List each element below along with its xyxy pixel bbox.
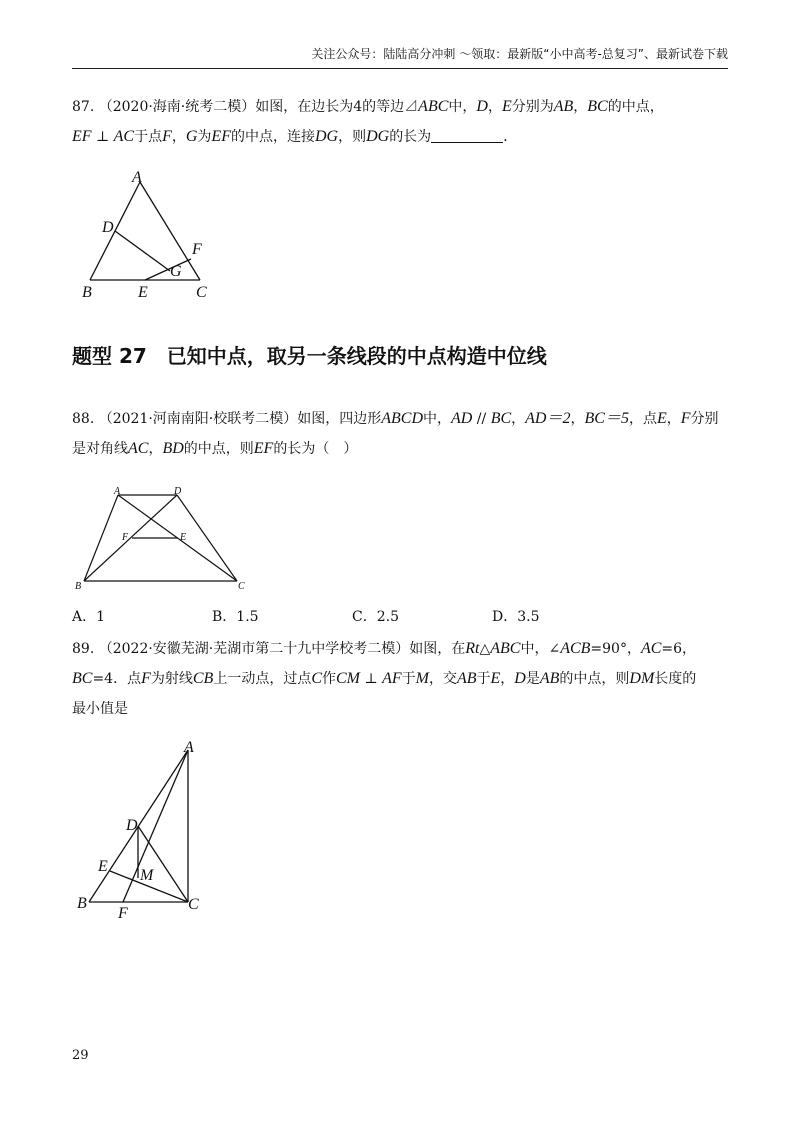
q88-label-e: E	[180, 532, 187, 543]
q89-label-b: B	[77, 895, 87, 912]
page-number: 29	[72, 1048, 89, 1063]
q88-figure	[72, 483, 252, 593]
q88-label-a: A	[114, 486, 121, 497]
q87-label-f: F	[192, 241, 202, 258]
q87-label-b: B	[82, 284, 92, 301]
q87-segment-ef	[145, 259, 191, 280]
q89-label-a: A	[184, 739, 194, 756]
question-88	[72, 404, 732, 464]
q88-line-2: 是对角线AC，BD的中点，则EF的长为（ ）	[72, 440, 358, 457]
q88-label-f: F	[122, 532, 129, 543]
header-text: 关注公众号：陆陆高分冲刺 ～领取：最新版“小中高考-总复习”、最新试卷下载	[311, 47, 728, 61]
q87-line-1: 87. （2020·海南·统考二模）如图，在边长为4的等边⊿ABC中，D，E分别为AB，BC的中点，	[72, 98, 664, 115]
q88-label-d: D	[174, 486, 182, 497]
q89-figure	[72, 738, 222, 923]
question-87	[72, 92, 732, 152]
q88-side-ab	[84, 495, 118, 581]
q88-options	[72, 606, 672, 626]
q87-figure	[74, 170, 224, 305]
q87-label-c: C	[196, 284, 207, 301]
q89-label-d: D	[126, 817, 138, 834]
option-a[interactable]: A．1	[72, 609, 106, 625]
q89-label-m: M	[140, 867, 154, 884]
q87-label-d: D	[102, 219, 114, 236]
q89-segment-dc	[138, 826, 188, 902]
q89-line-2: BC=4．点F为射线CB上一动点，过点C作CM ⊥ AF于M，交AB于E，D是AB的中点，则DM长度的	[72, 670, 697, 687]
option-c[interactable]: C．2.5	[352, 609, 399, 625]
q87-segment-dg	[115, 231, 170, 271]
q89-line-1: 89. （2022·安徽芜湖·芜湖市第二十九中学校考二模）如图，在Rt△ABC中，∠ACB=90°，AC=6，	[72, 640, 697, 657]
option-d[interactable]: D．3.5	[492, 609, 540, 625]
question-89	[72, 634, 732, 724]
q89-label-e: E	[98, 858, 108, 875]
section-title: 题型 27 已知中点，取另一条线段的中点构造中位线	[72, 344, 547, 368]
q88-label-b: B	[75, 581, 82, 592]
answer-blank[interactable]	[431, 128, 503, 143]
q87-label-e: E	[138, 284, 148, 301]
option-b[interactable]: B．1.5	[212, 609, 259, 625]
q87-line-2: EF ⊥ AC于点F，G为EF的中点，连接DG，则DG的长为 ．	[72, 128, 518, 145]
q89-label-f: F	[118, 905, 128, 922]
q87-label-g: G	[170, 263, 182, 280]
q89-line-3: 最小值是	[72, 701, 128, 717]
q88-line-1: 88. （2021·河南南阳·校联考二模）如图，四边形ABCD中，AD // BC，AD＝2，BC＝5，点E，F分别	[72, 410, 719, 427]
q88-label-c: C	[238, 581, 245, 592]
page-header	[72, 44, 728, 69]
q87-label-a: A	[132, 170, 142, 186]
q89-label-c: C	[188, 896, 199, 913]
